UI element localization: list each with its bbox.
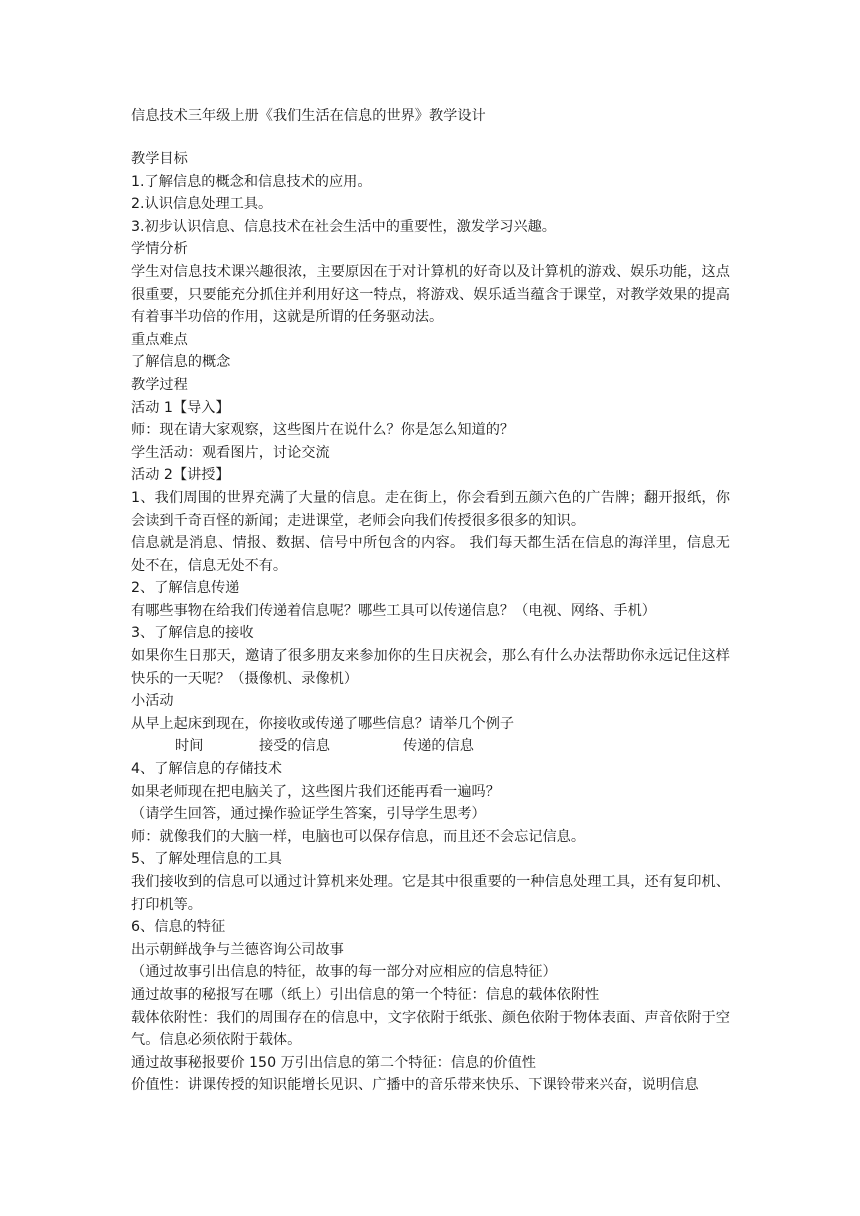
table-header-received: 接受的信息 (259, 738, 330, 755)
heading-teaching-process: 教学过程 (131, 376, 188, 393)
student-analysis-paragraph: 学生对信息技术课兴趣很浓，主要原因在于对计算机的好奇以及计算机的游戏、娱乐功能，这点很重要，只要能充分抓住并利用好这一特点，将游戏、娱乐适当蕴含于课堂，对教学效果的提高有着事半功倍的作用，这就是所谓的任务驱动法。 (131, 263, 730, 326)
section-4-note: （请学生回答，通过操作验证学生答案，引导学生思考） (131, 806, 486, 823)
activity-1-heading: 活动 1【导入】 (131, 399, 230, 416)
goal-item-2: 2.认识信息处理工具。 (131, 196, 273, 213)
section-4-teacher: 师：就像我们的大脑一样，电脑也可以保存信息，而且还不会忘记信息。 (131, 828, 586, 845)
feature-1-intro: 通过故事的秘报写在哪（纸上）引出信息的第一个特征：信息的载体依附性 (131, 986, 600, 1003)
section-5-heading: 5、了解处理信息的工具 (131, 851, 282, 868)
section-6-heading: 6、信息的特征 (131, 919, 226, 936)
table-header-sent: 传递的信息 (403, 738, 474, 755)
student-activity: 学生活动：观看图片，讨论交流 (131, 444, 330, 461)
story-note: （通过故事引出信息的特征，故事的每一部分对应相应的信息特征） (131, 964, 557, 981)
info-table-header (131, 735, 740, 758)
section-2-heading: 2、了解信息传递 (131, 580, 240, 597)
feature-1-paragraph: 载体依附性：我们的周围存在的信息中，文字依附于纸张、颜色依附于物体表面、声音依附于空气。信息必须依附于载体。 (131, 1009, 730, 1049)
mini-activity-text: 从早上起床到现在，你接收或传递了哪些信息？请举几个例子 (131, 715, 515, 732)
section-3-paragraph: 如果你生日那天，邀请了很多朋友来参加你的生日庆祝会，那么有什么办法帮助你永远记住这样快乐的一天呢？（摄像机、录像机） (131, 648, 730, 687)
feature-2-intro: 通过故事秘报要价 150 万引出信息的第二个特征：信息的价值性 (131, 1054, 536, 1071)
section-3-heading: 3、了解信息的接收 (131, 625, 254, 642)
goal-item-1: 1.了解信息的概念和信息技术的应用。 (131, 173, 372, 190)
mini-activity-heading: 小活动 (131, 693, 174, 710)
key-point-text: 了解信息的概念 (131, 354, 231, 371)
goal-item-3: 3.初步认识信息、信息技术在社会生活中的重要性，激发学习兴趣。 (131, 218, 556, 235)
document-title: 信息技术三年级上册《我们生活在信息的世界》教学设计 (131, 108, 486, 124)
section-5-paragraph: 我们接收到的信息可以通过计算机来处理。它是其中很重要的一种信息处理工具，还有复印机、打印机等。 (131, 874, 730, 913)
feature-2-text: 价值性：讲课传授的知识能增长见识、广播中的音乐带来快乐、下课铃带来兴奋，说明信息 (131, 1077, 699, 1094)
section-1-paragraph: 1、我们周围的世界充满了大量的信息。走在街上，你会看到五颜六色的广告牌；翻开报纸，你会读到千奇百怪的新闻；走进课堂，老师会向我们传授很多很多的知识。 (131, 489, 730, 529)
heading-teaching-goals: 教学目标 (131, 151, 188, 167)
activity-2-heading: 活动 2【讲授】 (131, 467, 230, 484)
table-header-time: 时间 (175, 738, 204, 755)
section-4-question: 如果老师现在把电脑关了，这些图片我们还能再看一遍吗？ (131, 783, 500, 800)
section-2-text: 有哪些事物在给我们传递着信息呢？哪些工具可以传递信息？（电视、网络、手机） (131, 602, 656, 619)
story-intro: 出示朝鲜战争与兰德咨询公司故事 (131, 941, 344, 958)
heading-student-analysis: 学情分析 (131, 241, 188, 258)
heading-key-points: 重点难点 (131, 331, 188, 348)
section-4-heading: 4、了解信息的存储技术 (131, 761, 282, 778)
teacher-question: 师：现在请大家观察，这些图片在说什么？你是怎么知道的？ (131, 422, 515, 439)
information-definition-paragraph: 信息就是消息、情报、数据、信号中所包含的内容。 我们每天都生活在信息的海洋里，信息无处不在，信息无处不有。 (131, 535, 730, 574)
